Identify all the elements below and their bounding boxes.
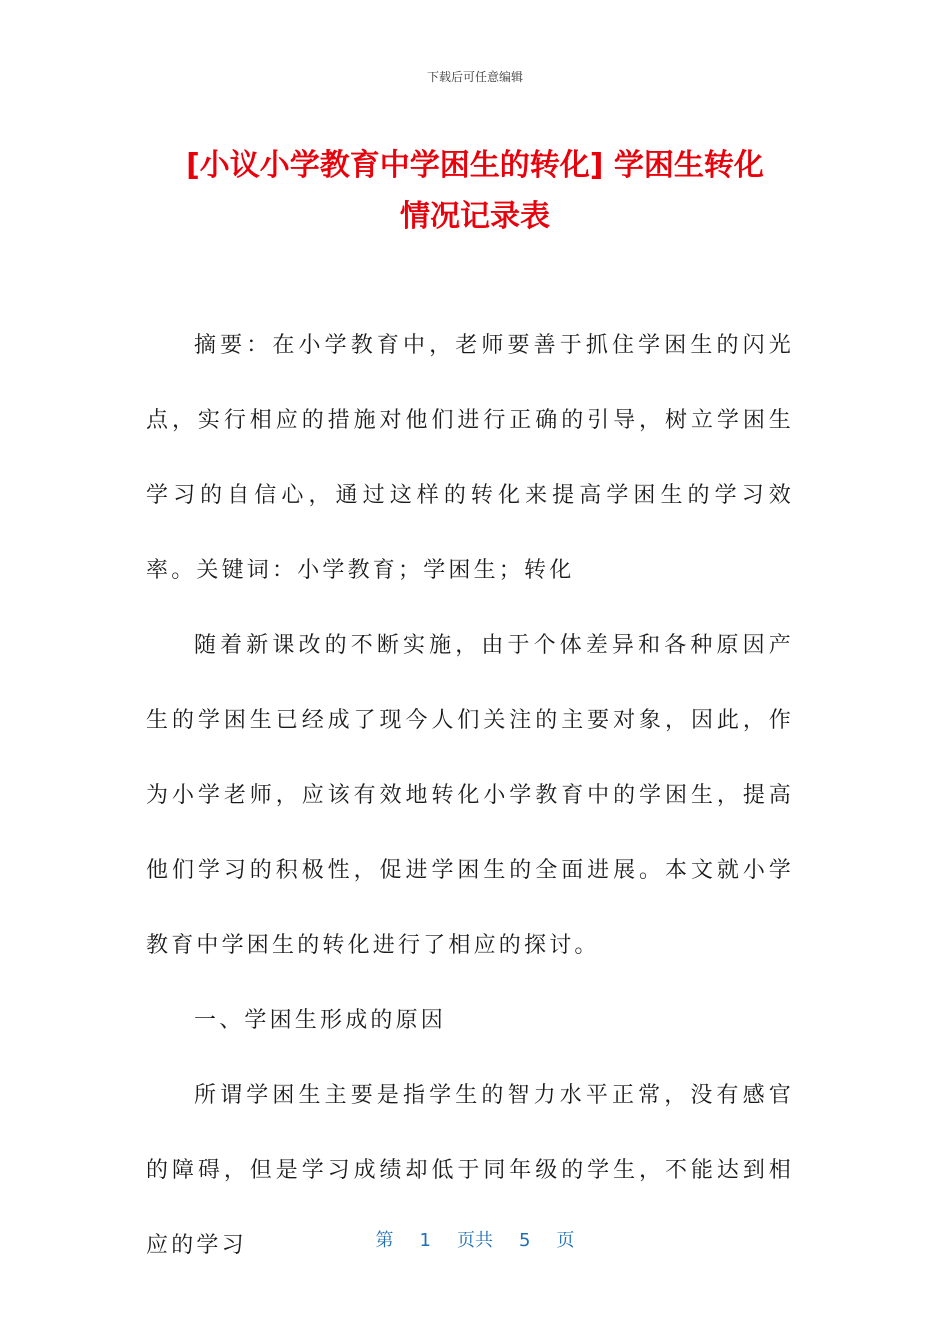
footer-prefix: 第 [375, 1230, 394, 1251]
page-footer [0, 1226, 950, 1252]
title-line-2: 情况记录表 [400, 199, 550, 234]
title-line-1: [小议小学教育中学困生的转化] 学困生转化 [186, 148, 764, 183]
paragraph-abstract: 摘要：在小学教育中，老师要善于抓住学困生的闪光点，实行相应的措施对他们进行正确的引导，树立学困生学习的自信心，通过这样的转化来提高学困生的学习效率。关键词：小学教育；学困生；转化 [146, 333, 794, 583]
footer-current-page: 1 [419, 1230, 431, 1251]
header-note: 下载后可任意编辑 [426, 70, 523, 84]
paragraph-intro: 随着新课改的不断实施，由于个体差异和各种原因产生的学困生已经成了现今人们关注的主要对象，因此，作为小学老师，应该有效地转化小学教育中的学困生，提高他们学习的积极性，促进学困生的全面进展。本文就小学教育中学困生的转化进行了相应的探讨。 [146, 633, 794, 958]
footer-total-pages: 5 [519, 1230, 531, 1251]
document-body [146, 308, 794, 1283]
paragraph-definition: 所谓学困生主要是指学生的智力水平正常，没有感官的障碍，但是学习成绩却低于同年级的学生，不能达到相应的学习 [146, 1083, 794, 1258]
section-heading: 一、学困生形成的原因 [194, 1008, 447, 1033]
footer-suffix: 页 [556, 1230, 575, 1251]
footer-middle: 页共 [457, 1230, 493, 1251]
document-title [120, 140, 830, 242]
